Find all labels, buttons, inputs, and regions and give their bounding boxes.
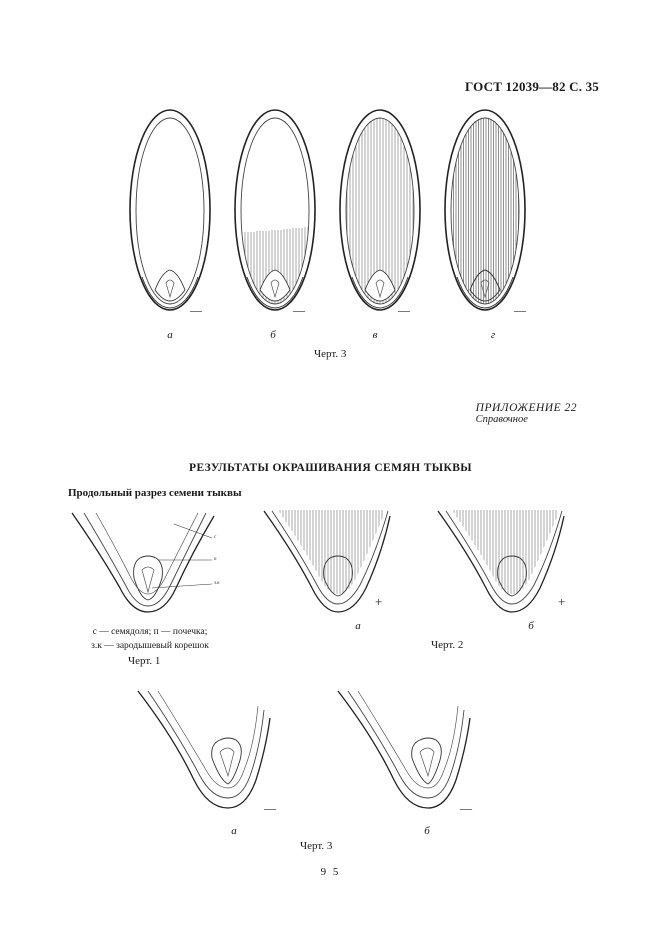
sign-minus: — [293,303,305,317]
appendix-subtitle: Справочное [475,414,528,425]
sign-plus: + [375,594,383,609]
seed-drawing-b [230,105,320,320]
page-header: ГОСТ 12039—82 С. 35 [465,79,599,94]
chert2-caption: Черт. 2 [431,639,464,651]
legend-line-2: з.к — зародышевый корешок [91,641,209,651]
seed-drawing-v [335,105,425,320]
seed-section-chert3-b [336,688,476,816]
chert1-caption: Черт. 1 [128,655,161,667]
callout-root: з.к [214,581,220,586]
appendix-title: ПРИЛОЖЕНИЕ 22 [475,402,577,414]
appendix-block [476,402,577,425]
chert3-caption: Черт. 3 [300,840,333,852]
chert2-label-b: б [528,620,534,632]
figure-label-g: г [490,329,496,341]
sign-plus: + [558,594,566,609]
sign-minus: — [398,303,410,317]
sign-minus: — [190,303,202,317]
figure-label-b: б [270,329,276,341]
seed-section-chert2-b [436,508,566,616]
sign-minus: — [460,801,472,815]
chert1-legend [60,625,240,653]
chert3-label-b: б [424,825,430,837]
callout-cotyledon: с [214,535,217,540]
chert3-label-a: а [231,825,237,837]
callout-bud: п [214,557,217,562]
figure-caption: Черт. 3 [314,348,347,360]
legend-line-1: с — семядоля; п — почечка; [92,627,208,637]
seed-drawing-a [125,105,215,320]
seed-drawing-g [440,105,530,320]
sign-minus: — [264,801,276,815]
seed-section-chert1 [70,508,240,616]
page-number: 9 5 [320,866,341,878]
chert2-label-a: а [355,620,361,632]
sign-minus: — [514,303,526,317]
section-title: РЕЗУЛЬТАТЫ ОКРАШИВАНИЯ СЕМЯН ТЫКВЫ [189,462,472,474]
seed-section-chert2-a [262,508,392,616]
figure-label-a: а [167,329,173,341]
subsection-title: Продольный разрез семени тыквы [68,487,242,499]
seed-section-chert3-a [136,688,276,816]
figure-label-v: в [372,329,378,341]
